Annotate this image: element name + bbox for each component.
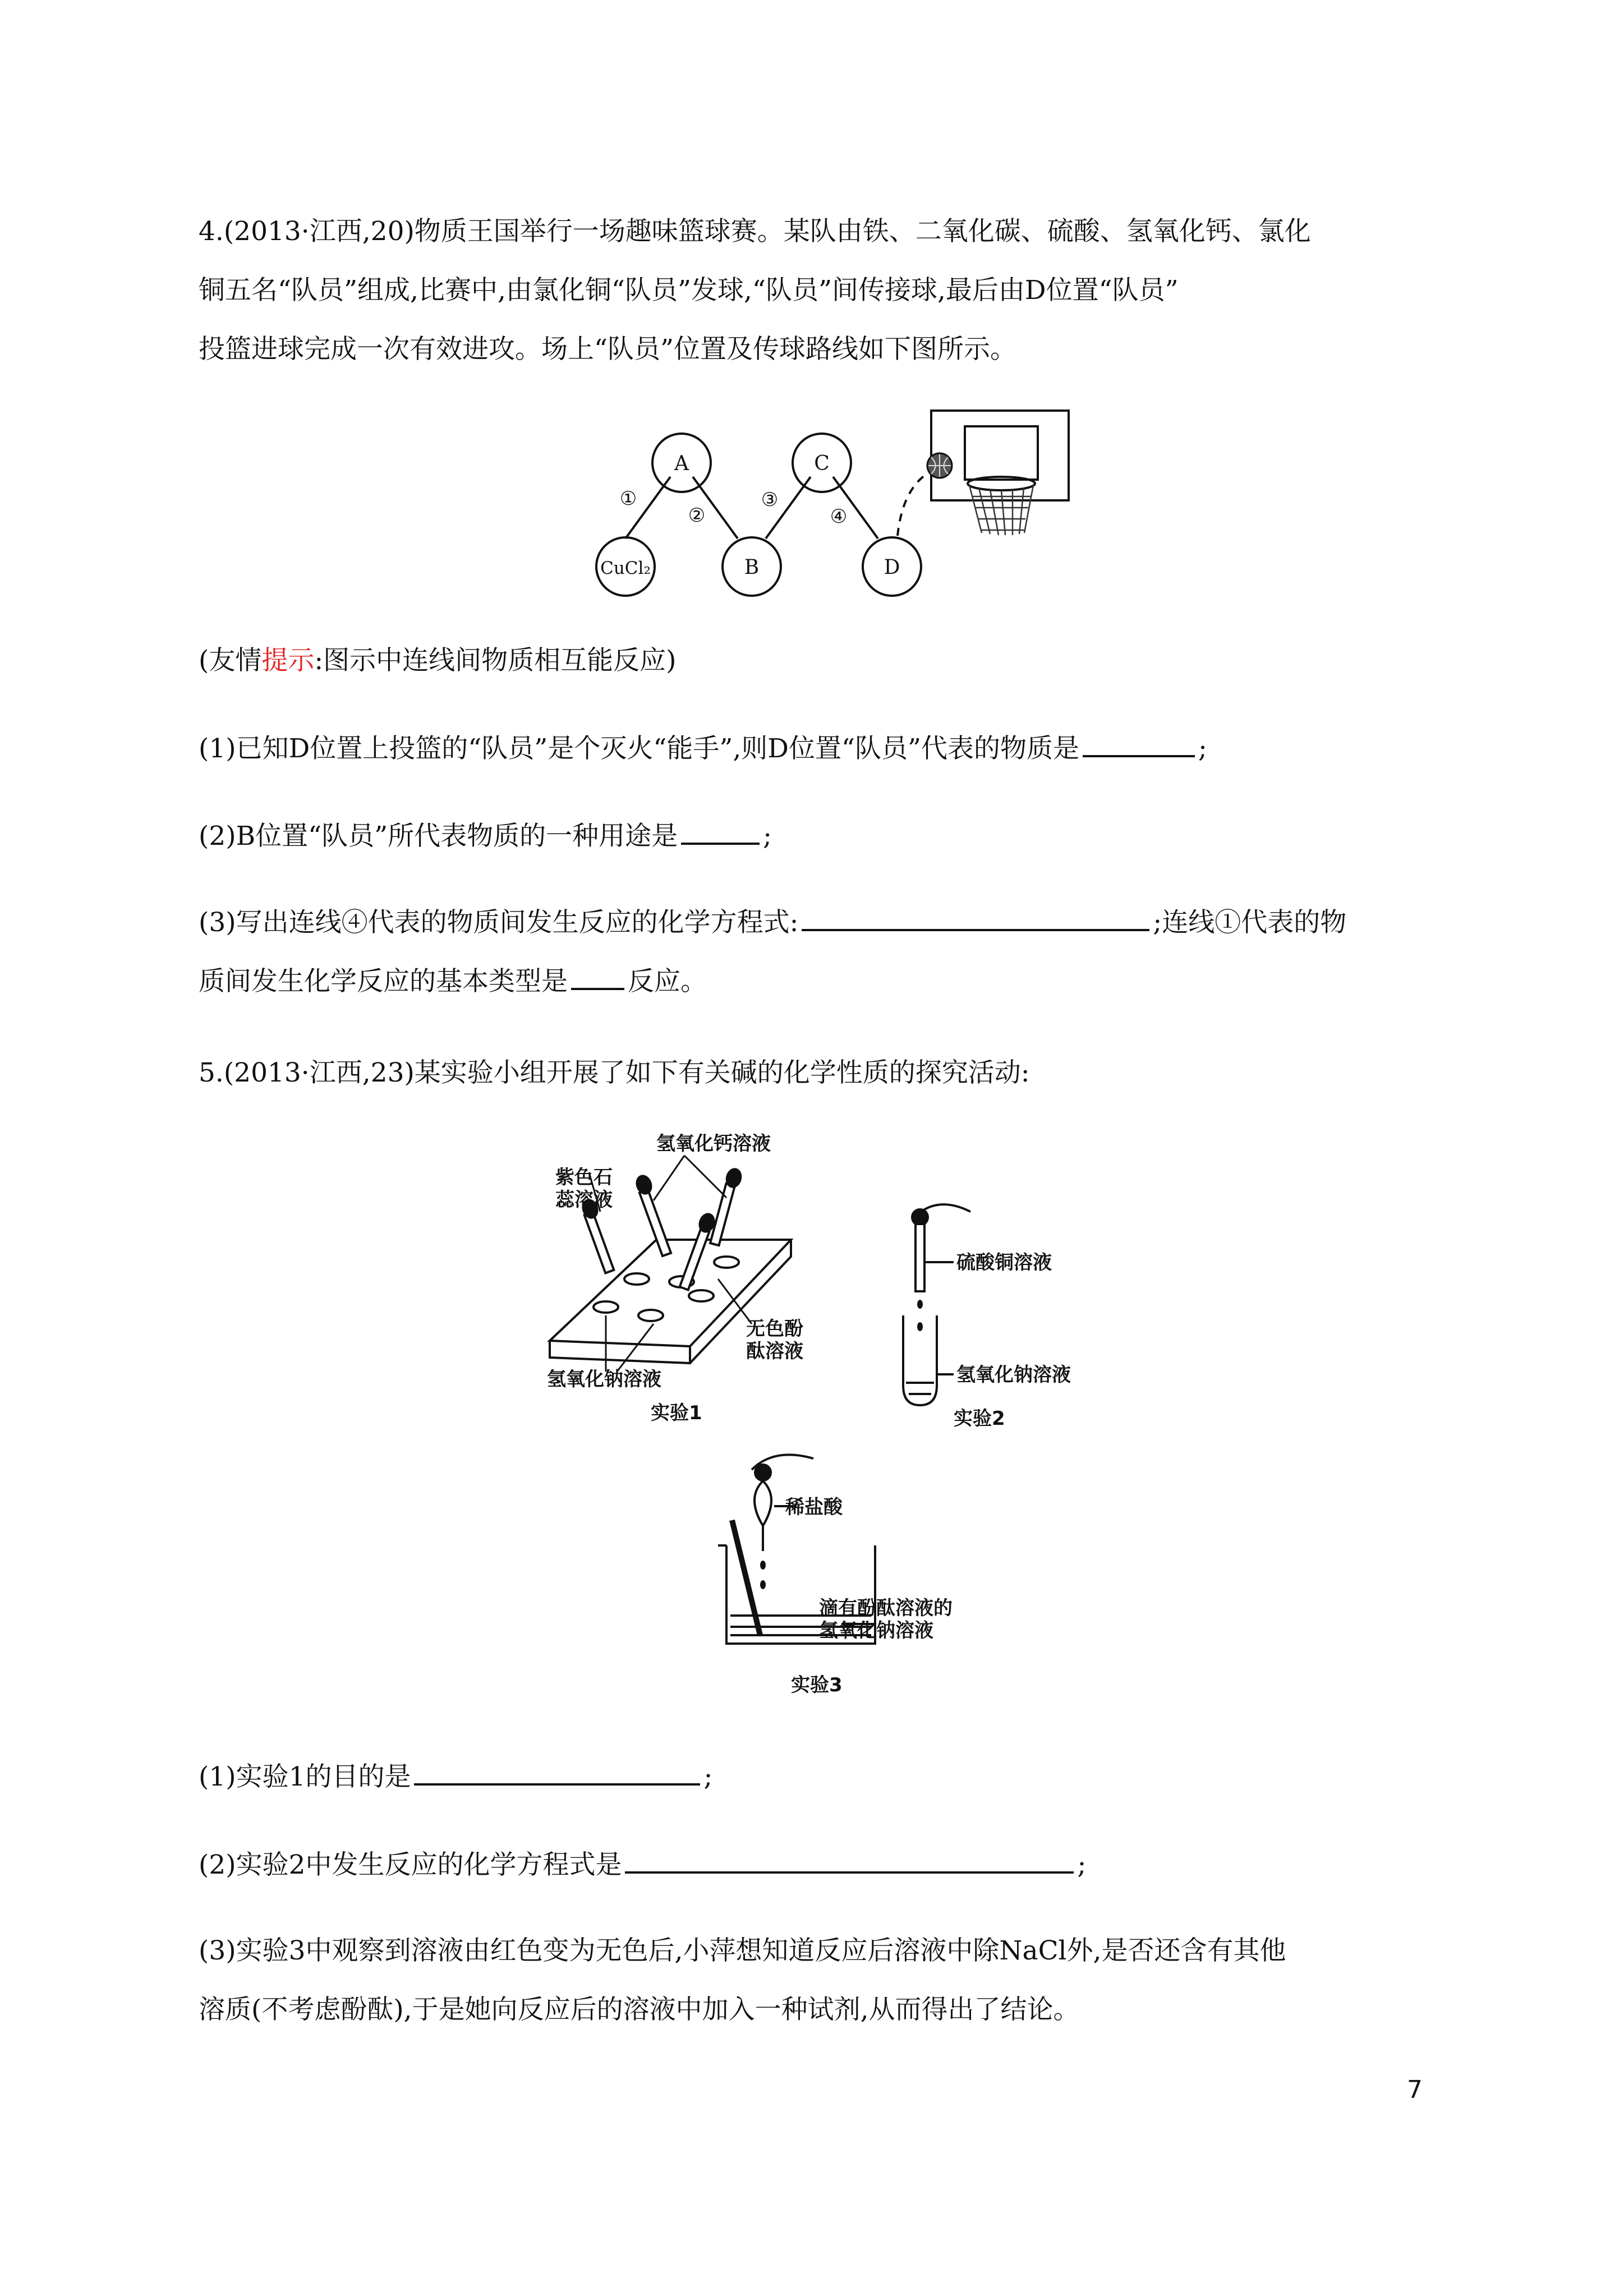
node-d-label: D <box>884 556 900 579</box>
exp1-label-phenol-1: 无色酚 <box>746 1318 803 1340</box>
q5-sub-1-end: ; <box>703 1761 713 1792</box>
dropper-icon <box>915 1224 924 1291</box>
q4-stem <box>199 202 1433 379</box>
link-3-label: ③ <box>761 489 779 511</box>
q4-sub-3-text: (3)写出连线④代表的物质间发生反应的化学方程式: <box>199 907 799 938</box>
exp3-label-hcl: 稀盐酸 <box>785 1496 843 1519</box>
answer-blank[interactable] <box>1083 730 1195 757</box>
backboard-square <box>965 426 1038 480</box>
q5-sub-3-line2: 溶质(不考虑酚酞),于是她向反应后的溶液中加入一种试剂,从而得出了结论。 <box>199 1994 1080 2025</box>
q5-stem <box>199 1043 1433 1102</box>
exp3-label-solution-1: 滴有酚酞溶液的 <box>819 1597 953 1619</box>
q4-sub-3-mid: ;连线①代表的物 <box>1153 907 1347 938</box>
answer-blank[interactable] <box>802 904 1149 931</box>
answer-blank[interactable] <box>625 1847 1074 1874</box>
exp3-label-solution-2: 氢氧化钠溶液 <box>819 1619 933 1642</box>
hint-open: (友情 <box>199 645 262 676</box>
q4-sub-2-text: (2)B位置“队员”所代表物质的一种用途是 <box>199 821 678 852</box>
q5-sub-2-end: ; <box>1077 1849 1087 1880</box>
q5-sub-3 <box>199 1921 1433 2039</box>
exp2-label-naoh: 氢氧化钠溶液 <box>956 1364 1071 1386</box>
answer-blank[interactable] <box>681 818 760 845</box>
node-cucl2-label: CuCl₂ <box>600 558 651 578</box>
exp1-label-phenol-2: 酞溶液 <box>746 1340 803 1363</box>
experiment-1-figure <box>539 1122 830 1436</box>
node-c-label: C <box>814 452 830 475</box>
q4-sub-3-end: 反应。 <box>628 966 707 997</box>
q5-sub-1-text: (1)实验1的目的是 <box>199 1761 411 1792</box>
link-1-label: ① <box>619 487 637 510</box>
node-b-label: B <box>744 556 760 579</box>
q4-sub-2-end: ; <box>763 821 772 852</box>
basketball-pass-diagram <box>572 404 1077 606</box>
backboard <box>931 411 1069 500</box>
page-number: 7 <box>1407 2076 1423 2104</box>
q4-stem-line-2: 铜五名“队员”组成,比赛中,由氯化铜“队员”发球,“队员”间传接球,最后由D位置“队员” <box>199 275 1179 306</box>
answer-blank[interactable] <box>571 963 624 990</box>
link-4-label: ④ <box>830 505 848 528</box>
exp3-caption: 实验3 <box>791 1674 843 1696</box>
link-2-label: ② <box>688 504 706 527</box>
exp1-label-caoh2: 氢氧化钙溶液 <box>656 1133 771 1155</box>
dropper-bulb <box>755 1481 771 1526</box>
answer-blank[interactable] <box>414 1759 700 1786</box>
q4-sub-3-line2: 质间发生化学反应的基本类型是 <box>199 966 568 997</box>
exp1-label-litmus-2: 蕊溶液 <box>555 1189 613 1211</box>
q4-stem-line-3: 投篮进球完成一次有效进攻。场上“队员”位置及传球路线如下图所示。 <box>199 334 1017 365</box>
node-a-label: A <box>674 452 689 475</box>
q5-sub-3-line1: (3)实验3中观察到溶液由红色变为无色后,小萍想知道反应后溶液中除NaCl外,是否还含有其他 <box>199 1935 1286 1966</box>
q4-hint <box>199 631 1433 690</box>
basketball-hoop <box>968 477 1035 535</box>
q5-stem-text: 5.(2013·江西,23)某实验小组开展了如下有关碱的化学性质的探究活动: <box>199 1057 1030 1088</box>
q4-sub-2 <box>199 807 1433 866</box>
hint-keyword: 提示 <box>261 645 315 676</box>
q4-sub-1-text: (1)已知D位置上投篮的“队员”是个灭火“能手”,则D位置“队员”代表的物质是 <box>199 733 1080 764</box>
experiment-3-figure <box>696 1436 1010 1705</box>
q5-sub-2 <box>199 1835 1433 1894</box>
hint-rest: :图示中连线间物质相互能反应) <box>314 645 677 676</box>
exp1-label-litmus-1: 紫色石 <box>555 1166 613 1189</box>
q4-stem-line-1: 4.(2013·江西,20)物质王国举行一场趣味篮球赛。某队由铁、二氧化碳、硫酸、氢氧化钙、氯化 <box>199 216 1311 247</box>
basketball-icon <box>927 453 952 478</box>
q4-sub-1 <box>199 719 1433 778</box>
experiment-2-figure <box>892 1184 1128 1430</box>
q5-sub-1 <box>199 1747 1433 1806</box>
exp1-caption: 实验1 <box>651 1402 702 1424</box>
q5-sub-2-text: (2)实验2中发生反应的化学方程式是 <box>199 1849 622 1880</box>
exp2-caption: 实验2 <box>954 1407 1005 1430</box>
exp2-label-cuso4: 硫酸铜溶液 <box>956 1251 1052 1274</box>
glass-rod-icon <box>732 1520 760 1635</box>
exp1-label-naoh: 氢氧化钠溶液 <box>547 1368 661 1391</box>
q4-sub-1-end: ; <box>1198 733 1207 764</box>
q4-sub-3 <box>199 893 1433 1011</box>
